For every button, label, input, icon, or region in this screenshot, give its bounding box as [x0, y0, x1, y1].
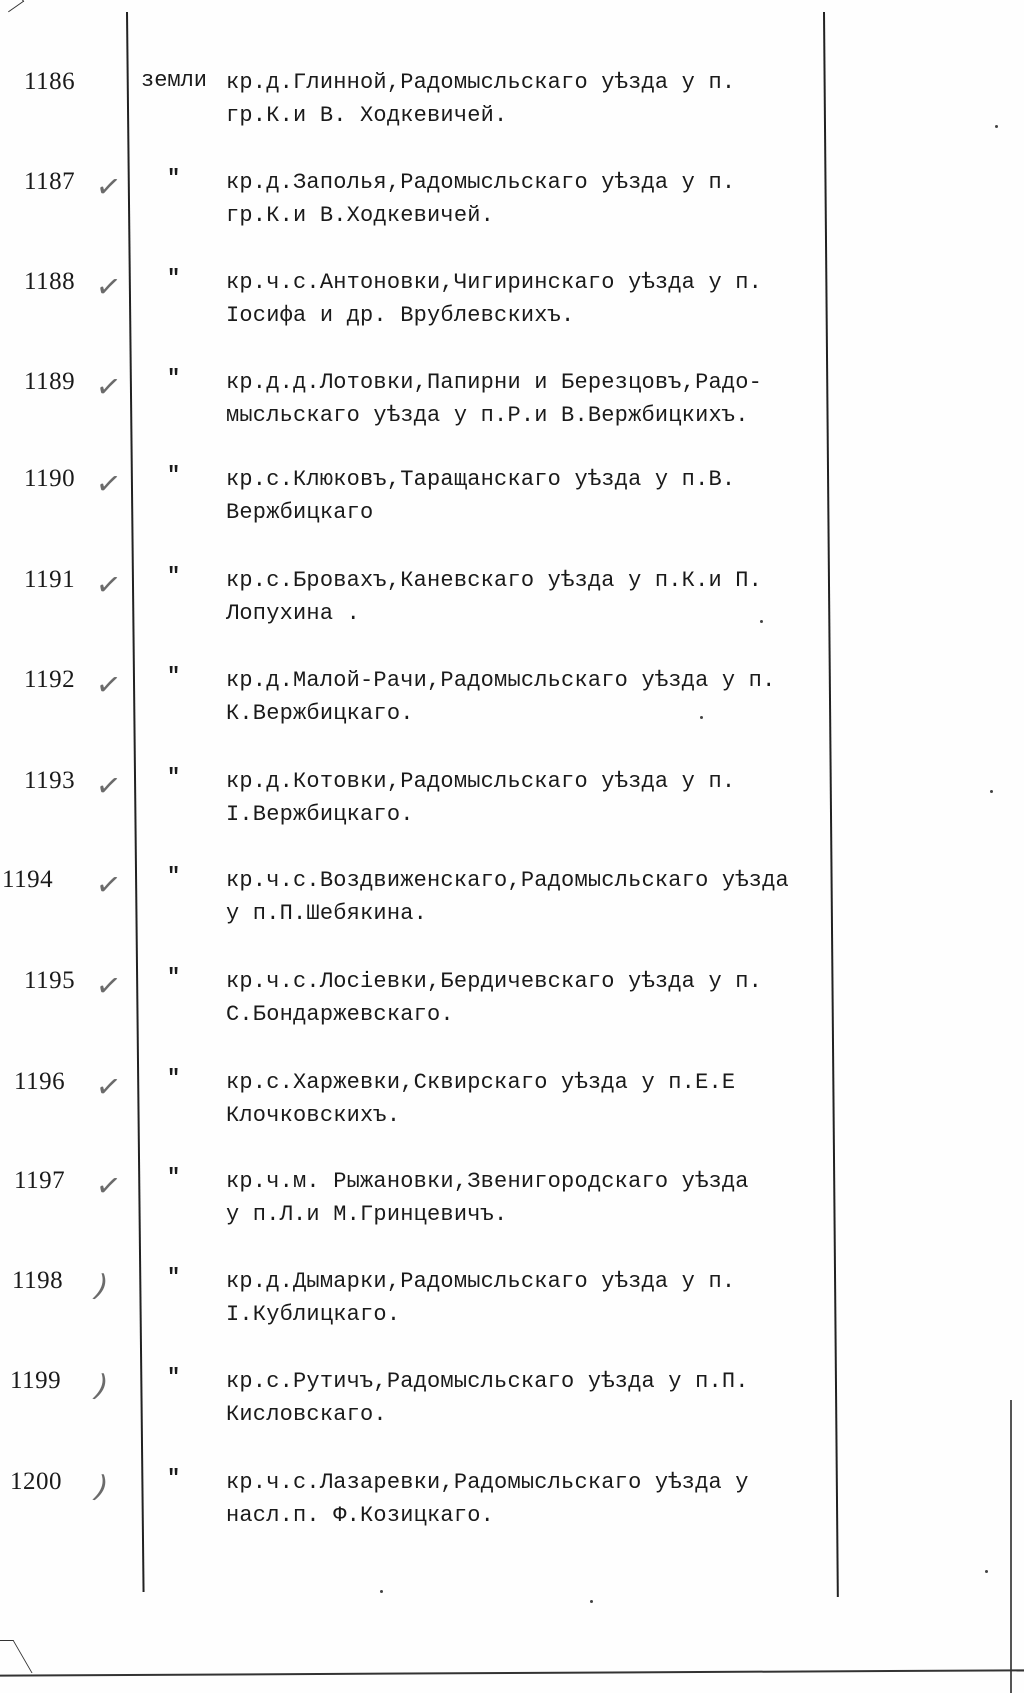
ditto-mark: ": [167, 664, 181, 689]
entry-1197: [0, 1167, 1024, 1259]
scan-speck: [995, 125, 998, 128]
entry-number: 1187: [24, 168, 76, 195]
pencil-checkmark-icon: ✓: [93, 967, 124, 1006]
entry-1194: [0, 866, 1024, 958]
entry-text-line2: К.Вержбицкаго.: [226, 701, 414, 726]
entry-text-line1: кр.ч.с.Лазаревки,Радомысльскаго уѣзда у: [226, 1470, 749, 1495]
entry-text-line1: кр.ч.с.Лосіевки,Бердичевскаго уѣзда у п.: [226, 969, 763, 994]
scan-speck: [990, 790, 993, 793]
entry-number: 1199: [10, 1367, 62, 1394]
pencil-mark-icon: ): [93, 1368, 111, 1405]
pencil-checkmark-icon: ✓: [93, 666, 124, 705]
pencil-checkmark-icon: ✓: [93, 268, 124, 307]
pencil-checkmark-icon: ✓: [93, 1068, 124, 1107]
ditto-mark: ": [167, 564, 181, 589]
ditto-mark: ": [167, 366, 181, 391]
entry-1187: [0, 168, 1024, 260]
entry-1191: [0, 566, 1024, 658]
entry-text-line1: кр.ч.с.Антоновки,Чигиринскаго уѣзда у п.: [226, 270, 763, 295]
ditto-mark: ": [167, 864, 181, 889]
entry-text-line1: кр.ч.м. Рыжановки,Звенигородскаго уѣзда: [226, 1169, 749, 1194]
entry-1198: [0, 1267, 1024, 1359]
scan-speck: [380, 1590, 383, 1593]
entry-1200: [0, 1468, 1024, 1560]
entry-1188: [0, 268, 1024, 360]
entry-text-line2: Іосифа и др. Врублевскихъ.: [226, 303, 575, 328]
entry-text-line1: кр.д.Малой-Рачи,Радомысльскаго уѣзда у п.: [226, 668, 776, 693]
entry-1199: [0, 1367, 1024, 1459]
scan-speck: [590, 1600, 593, 1603]
ditto-mark: ": [167, 765, 181, 790]
ditto-mark: ": [167, 266, 181, 291]
entry-1193: [0, 767, 1024, 859]
entry-1190: [0, 465, 1024, 557]
ditto-mark: ": [167, 1365, 181, 1390]
entry-text-line2: Кисловскаго.: [226, 1402, 387, 1427]
entry-text-line2: С.Бондаржевскаго.: [226, 1002, 454, 1027]
page-bottom-edge: [0, 1669, 1024, 1676]
scan-speck: [700, 716, 703, 719]
entry-1186: [0, 68, 1024, 160]
entry-text-line2: насл.п. Ф.Козицкаго.: [226, 1503, 495, 1528]
ditto-mark: ": [167, 1265, 181, 1290]
entry-number: 1195: [24, 967, 76, 994]
entry-number: 1192: [24, 666, 76, 693]
pencil-checkmark-icon: ✓: [93, 1167, 124, 1206]
entry-text-line2: гр.К.и В.Ходкевичей.: [226, 203, 495, 228]
entry-text-line2: Вержбицкаго: [226, 500, 374, 525]
entry-1189: [0, 368, 1024, 460]
entry-text-line1: кр.с.Бровахъ,Каневскаго уѣзда у п.К.и П.: [226, 568, 763, 593]
entry-text-line1: кр.д.д.Лотовки,Папирни и Березцовъ,Радо-: [226, 370, 763, 395]
entry-text-line2: Лопухина .: [226, 601, 361, 626]
entry-text-line1: кр.д.Котовки,Радомысльскаго уѣзда у п.: [226, 769, 736, 794]
entry-number: 1196: [14, 1068, 66, 1095]
entry-text-line2: І.Вержбицкаго.: [226, 802, 414, 827]
entry-number: 1194: [2, 866, 54, 893]
ditto-mark: ": [167, 965, 181, 990]
pencil-checkmark-icon: ✓: [93, 168, 124, 207]
pencil-checkmark-icon: ✓: [93, 767, 124, 806]
entry-text-line1: кр.д.Дымарки,Радомысльскаго уѣзда у п.: [226, 1269, 736, 1294]
entry-1196: [0, 1068, 1024, 1160]
scan-speck: [760, 620, 763, 623]
entry-prefix: земли: [141, 68, 208, 93]
pencil-checkmark-icon: ✓: [93, 566, 124, 605]
entry-text-line1: кр.д.Глинной,Радомысльскаго уѣзда у п.: [226, 70, 736, 95]
entry-number: 1193: [24, 767, 76, 794]
entry-1192: [0, 666, 1024, 758]
ditto-mark: ": [167, 1165, 181, 1190]
ditto-mark: ": [167, 1466, 181, 1491]
entry-number: 1190: [24, 465, 76, 492]
entry-number: 1197: [14, 1167, 66, 1194]
pencil-checkmark-icon: ✓: [93, 465, 124, 504]
entry-text-line1: кр.с.Клюковъ,Таращанскаго уѣзда у п.В.: [226, 467, 736, 492]
entry-number: 1188: [24, 268, 76, 295]
ditto-mark: ": [167, 1066, 181, 1091]
entry-text-line1: кр.с.Рутичъ,Радомысльскаго уѣзда у п.П.: [226, 1369, 749, 1394]
ditto-mark: ": [167, 166, 181, 191]
pencil-mark-icon: ): [93, 1268, 111, 1305]
pencil-mark-icon: ): [93, 1469, 111, 1506]
pencil-checkmark-icon: ✓: [93, 368, 124, 407]
entry-text-line2: Клочковскихъ.: [226, 1103, 401, 1128]
entry-text-line1: кр.ч.с.Воздвиженскаго,Радомысльскаго уѣзда: [226, 868, 789, 893]
entry-number: 1189: [24, 368, 76, 395]
scan-speck: [985, 1570, 988, 1573]
entry-number: 1198: [12, 1267, 64, 1294]
entry-1195: [0, 967, 1024, 1059]
pencil-checkmark-icon: ✓: [93, 866, 124, 905]
entry-number: 1186: [24, 68, 76, 95]
ditto-mark: ": [167, 463, 181, 488]
entry-number: 1191: [24, 566, 76, 593]
entry-text-line1: кр.с.Харжевки,Сквирскаго уѣзда у п.Е.Е: [226, 1070, 736, 1095]
entry-text-line2: у п.Л.и М.Гринцевичъ.: [226, 1202, 508, 1227]
entry-text-line2: у п.П.Шебякина.: [226, 901, 428, 926]
entry-text-line2: гр.К.и В. Ходкевичей.: [226, 103, 508, 128]
entry-text-line1: кр.д.Заполья,Радомысльскаго уѣзда у п.: [226, 170, 736, 195]
corner-fold-mark: [0, 0, 24, 12]
page-right-edge: [1010, 1400, 1012, 1693]
bottom-corner-mark: [0, 1640, 33, 1673]
entry-text-line2: мысльскаго уѣзда у п.Р.и В.Вержбицкихъ.: [226, 403, 749, 428]
entry-number: 1200: [10, 1468, 62, 1495]
entry-text-line2: І.Кублицкаго.: [226, 1302, 401, 1327]
